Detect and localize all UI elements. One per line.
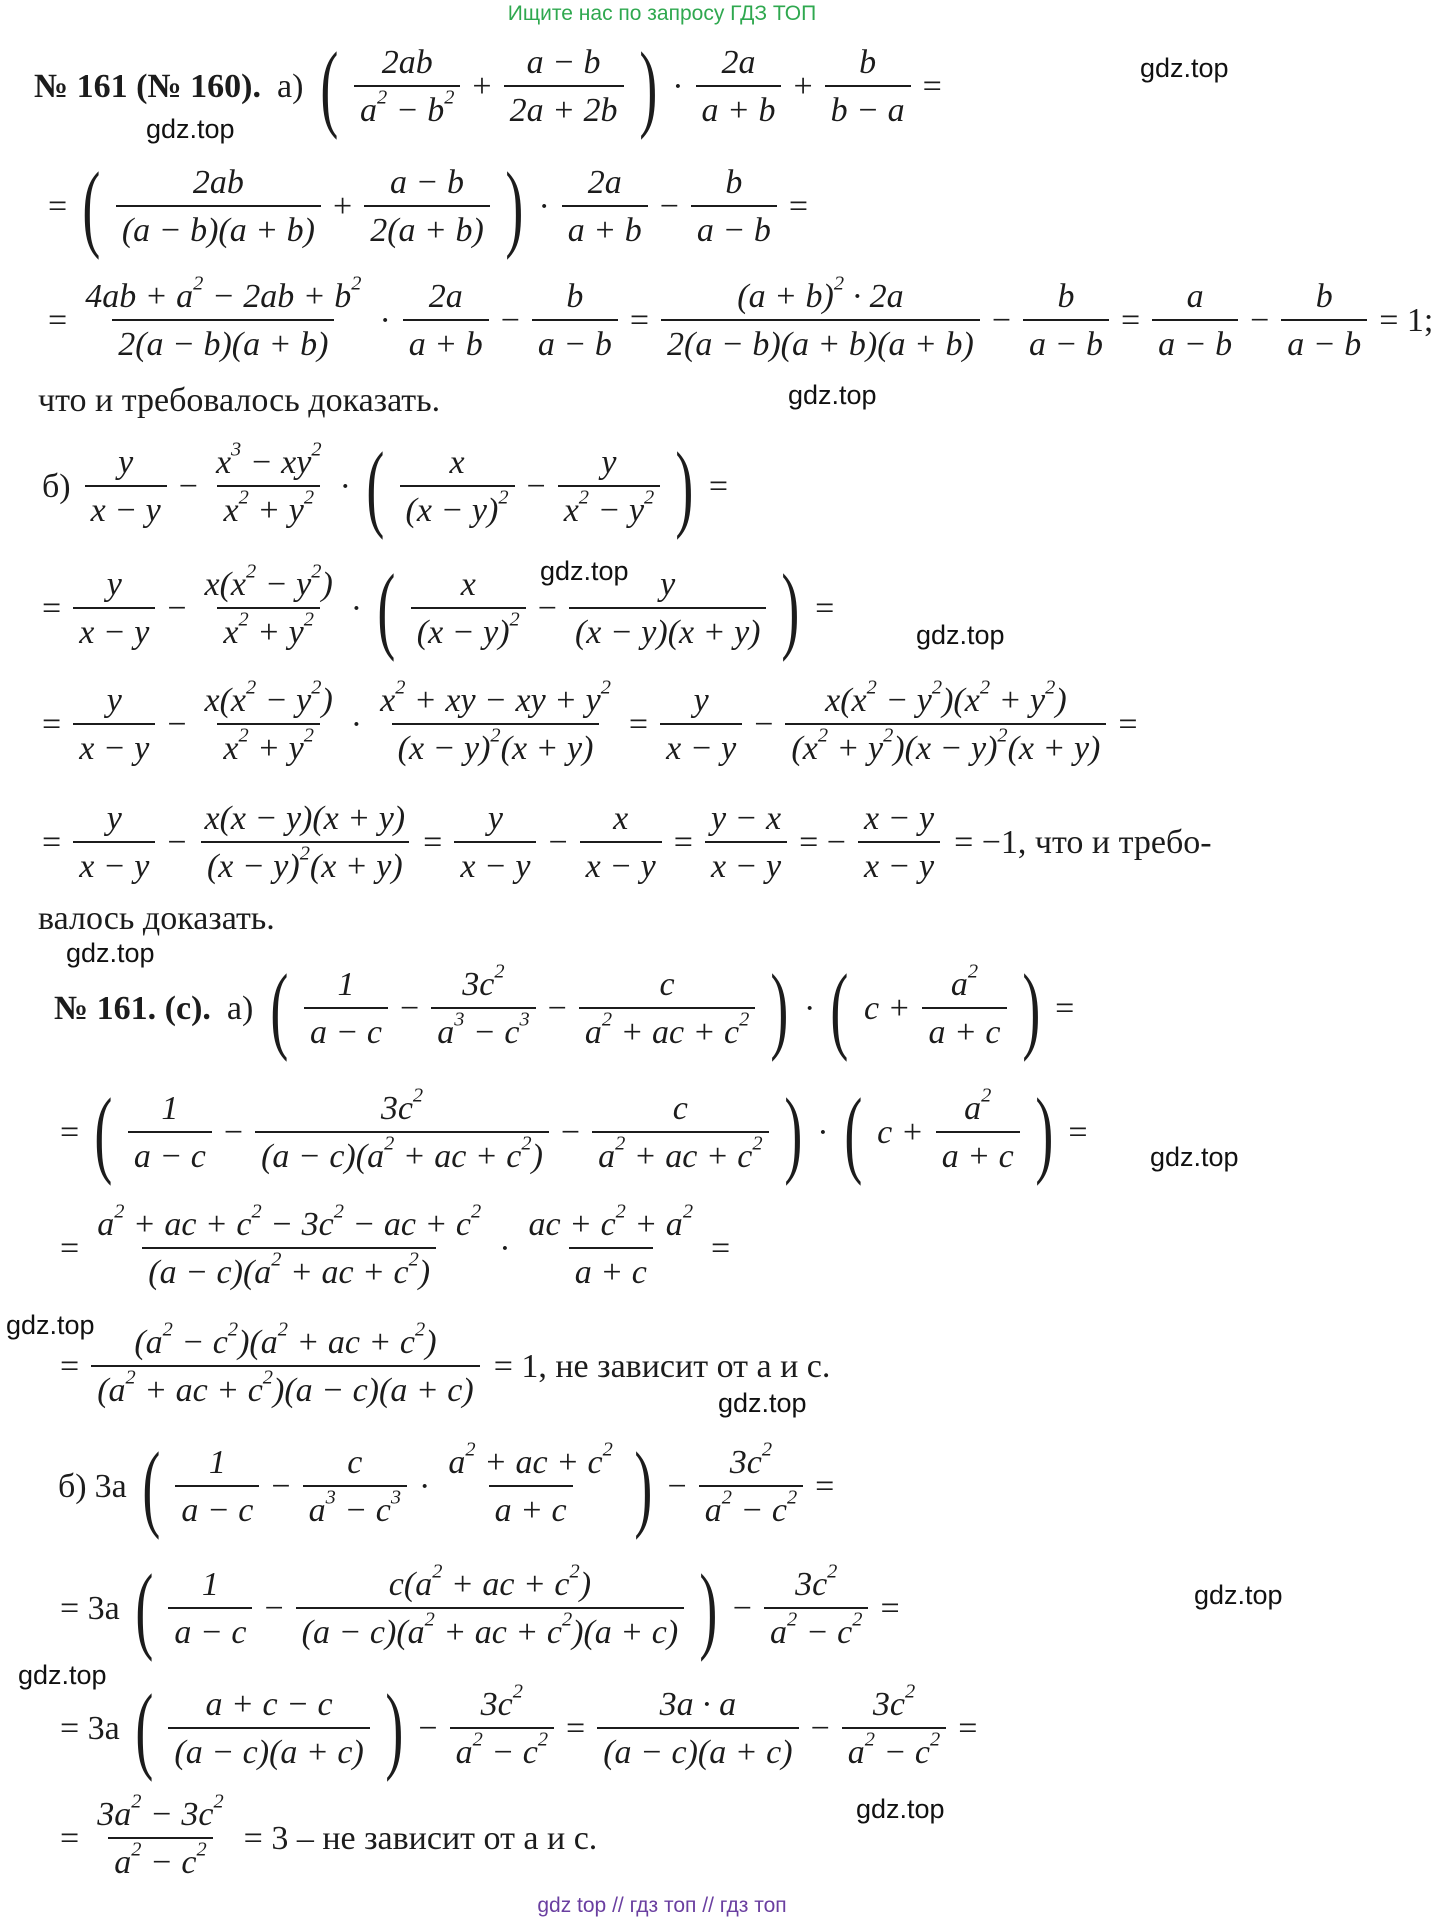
equation-line-15: = $\frac{3a^2 - 3c^2}{a^2 - c^2}$ = 3 – не зависит от a и c.: [60, 1790, 598, 1882]
problem-header: № 161 (№ 160).: [34, 68, 261, 105]
equation-line-4: б) $\frac{y}{x - y}$ − $\frac{x^3 - xy^2}{x^2 + y^2}$ · ( $\frac{x}{(x - y)^2}$ − $\frac{y}{x^2 - y^2}$ ) =: [42, 433, 729, 541]
equation-line-10: = $\frac{a^2 + ac + c^2 - 3c^2 - ac + c^2}{(a - c)(a^2 + ac + c^2)}$ · $\frac{ac + c^2 + a^2}{a + c}$ =: [60, 1200, 731, 1292]
equation-line-13: = 3a ( $\frac{1}{a - c}$ − $\frac{c(a^2 + ac + c^2)}{(a - c)(a^2 + ac + c^2)(a + c)}$ ) − $\frac{3c^2}{a^2 - c^2}$ =: [60, 1555, 900, 1663]
footer-links[interactable]: gdz top // гдз топ // гдз топ: [537, 1894, 787, 1917]
watermark: gdz.top: [18, 1660, 107, 1690]
equation-line-9: = ( $\frac{1}{a - c}$ − $\frac{3c^2}{(a - c)(a^2 + ac + c^2)}$ − $\frac{c}{a^2 + ac + c^2}$ ) · ( c + $\frac{a^2}{a + c}$ ) =: [60, 1079, 1088, 1187]
result-text: = 3 – не зависит от a и c.: [243, 1820, 598, 1858]
watermark: gdz.top: [718, 1388, 807, 1418]
equation-line-7: = $\frac{y}{x - y}$ − $\frac{x(x - y)(x + y)}{(x - y)^2(x + y)}$ = $\frac{y}{x - y}$ − $\frac{x}{x - y}$ = $\frac{y - x}{x - y}$ = − $\frac{x - y}{x - y}$ = −1, что и требо-: [42, 800, 1212, 886]
watermark: gdz.top: [1150, 1142, 1239, 1172]
result-text: = 1, не зависит от a и c.: [493, 1348, 831, 1386]
part-label: а): [276, 68, 304, 105]
equation-line-3: = $\frac{4ab + a^2 - 2ab + b^2}{2(a - b)(a + b)}$ · $\frac{2a}{a + b}$ − $\frac{b}{a - b}$ = $\frac{(a + b)^2 \cdot 2a}{2(a - b)(a + b)(a + b)}$ − $\frac{b}{a - b}$ = $\frac{a}{a - b}$ − $\frac{b}{a - b}$ = 1;: [48, 272, 1434, 364]
watermark: gdz.top: [788, 380, 877, 410]
watermark: gdz.top: [856, 1794, 945, 1824]
watermark: gdz.top: [916, 620, 1005, 650]
result-text: = −1, что и требо-: [954, 824, 1212, 862]
watermark: gdz.top: [540, 556, 629, 586]
equation-line-12: б) 3a ( $\frac{1}{a - c}$ − $\frac{c}{a^3 - c^3}$ · $\frac{a^2 + ac + c^2}{a + c}$ ) − $\frac{3c^2}{a^2 - c^2}$ =: [58, 1433, 835, 1541]
proof-note: валось доказать.: [38, 900, 275, 937]
equation-line-11: = $\frac{(a^2 - c^2)(a^2 + ac + c^2)}{(a^2 + ac + c^2)(a - c)(a + c)}$ = 1, не зависит от a и c.: [60, 1318, 831, 1410]
watermark: gdz.top: [1194, 1580, 1283, 1610]
equation-line-2: = ( $\frac{2ab}{(a - b)(a + b)}$ + $\frac{a - b}{2(a + b)}$ ) · $\frac{2a}{a + b}$ − $\frac{b}{a - b}$ =: [48, 153, 809, 261]
proof-note: что и требовалось доказать.: [38, 382, 441, 419]
watermark: gdz.top: [66, 938, 155, 968]
part-label: а): [226, 990, 254, 1027]
equation-line-8: № 161. (с). а) ( $\frac{1}{a - c}$ − $\frac{3c^2}{a^3 - c^3}$ − $\frac{c}{a^2 + ac + c^2}$ ) · ( c + $\frac{a^2}{a + c}$ ) =: [54, 955, 1075, 1063]
top-banner[interactable]: Ищите нас по запросу ГДЗ ТОП: [507, 2, 817, 25]
problem-header: № 161. (с).: [54, 990, 211, 1027]
watermark: gdz.top: [6, 1310, 95, 1340]
equation-line-1: № 161 (№ 160). а) ( $\frac{2ab}{a^2 - b^2}$ + $\frac{a - b}{2a + 2b}$ ) · $\frac{2a}{a + b}$ + $\frac{b}{b - a}$ =: [34, 33, 942, 141]
equation-line-5: = $\frac{y}{x - y}$ − $\frac{x(x^2 - y^2)}{x^2 + y^2}$ · ( $\frac{x}{(x - y)^2}$ − $\frac{y}{(x - y)(x + y)}$ ) =: [42, 555, 835, 663]
equation-line-6: = $\frac{y}{x - y}$ − $\frac{x(x^2 - y^2)}{x^2 + y^2}$ · $\frac{x^2 + xy - xy + y^2}{(x - y)^2(x + y)}$ = $\frac{y}{x - y}$ − $\frac{x(x^2 - y^2)(x^2 + y^2)}{(x^2 + y^2)(x - y)^2(x + y)}$ =: [42, 676, 1138, 768]
watermark: gdz.top: [146, 114, 235, 144]
equation-line-14: = 3a ( $\frac{a + c - c}{(a - c)(a + c)}$ ) − $\frac{3c^2}{a^2 - c^2}$ = $\frac{3a \cdot a}{(a - c)(a + c)}$ − $\frac{3c^2}{a^2 - c^2}$ =: [60, 1675, 978, 1783]
watermark: gdz.top: [1140, 53, 1229, 83]
part-label: б): [58, 1468, 87, 1505]
part-label: б): [42, 468, 71, 505]
